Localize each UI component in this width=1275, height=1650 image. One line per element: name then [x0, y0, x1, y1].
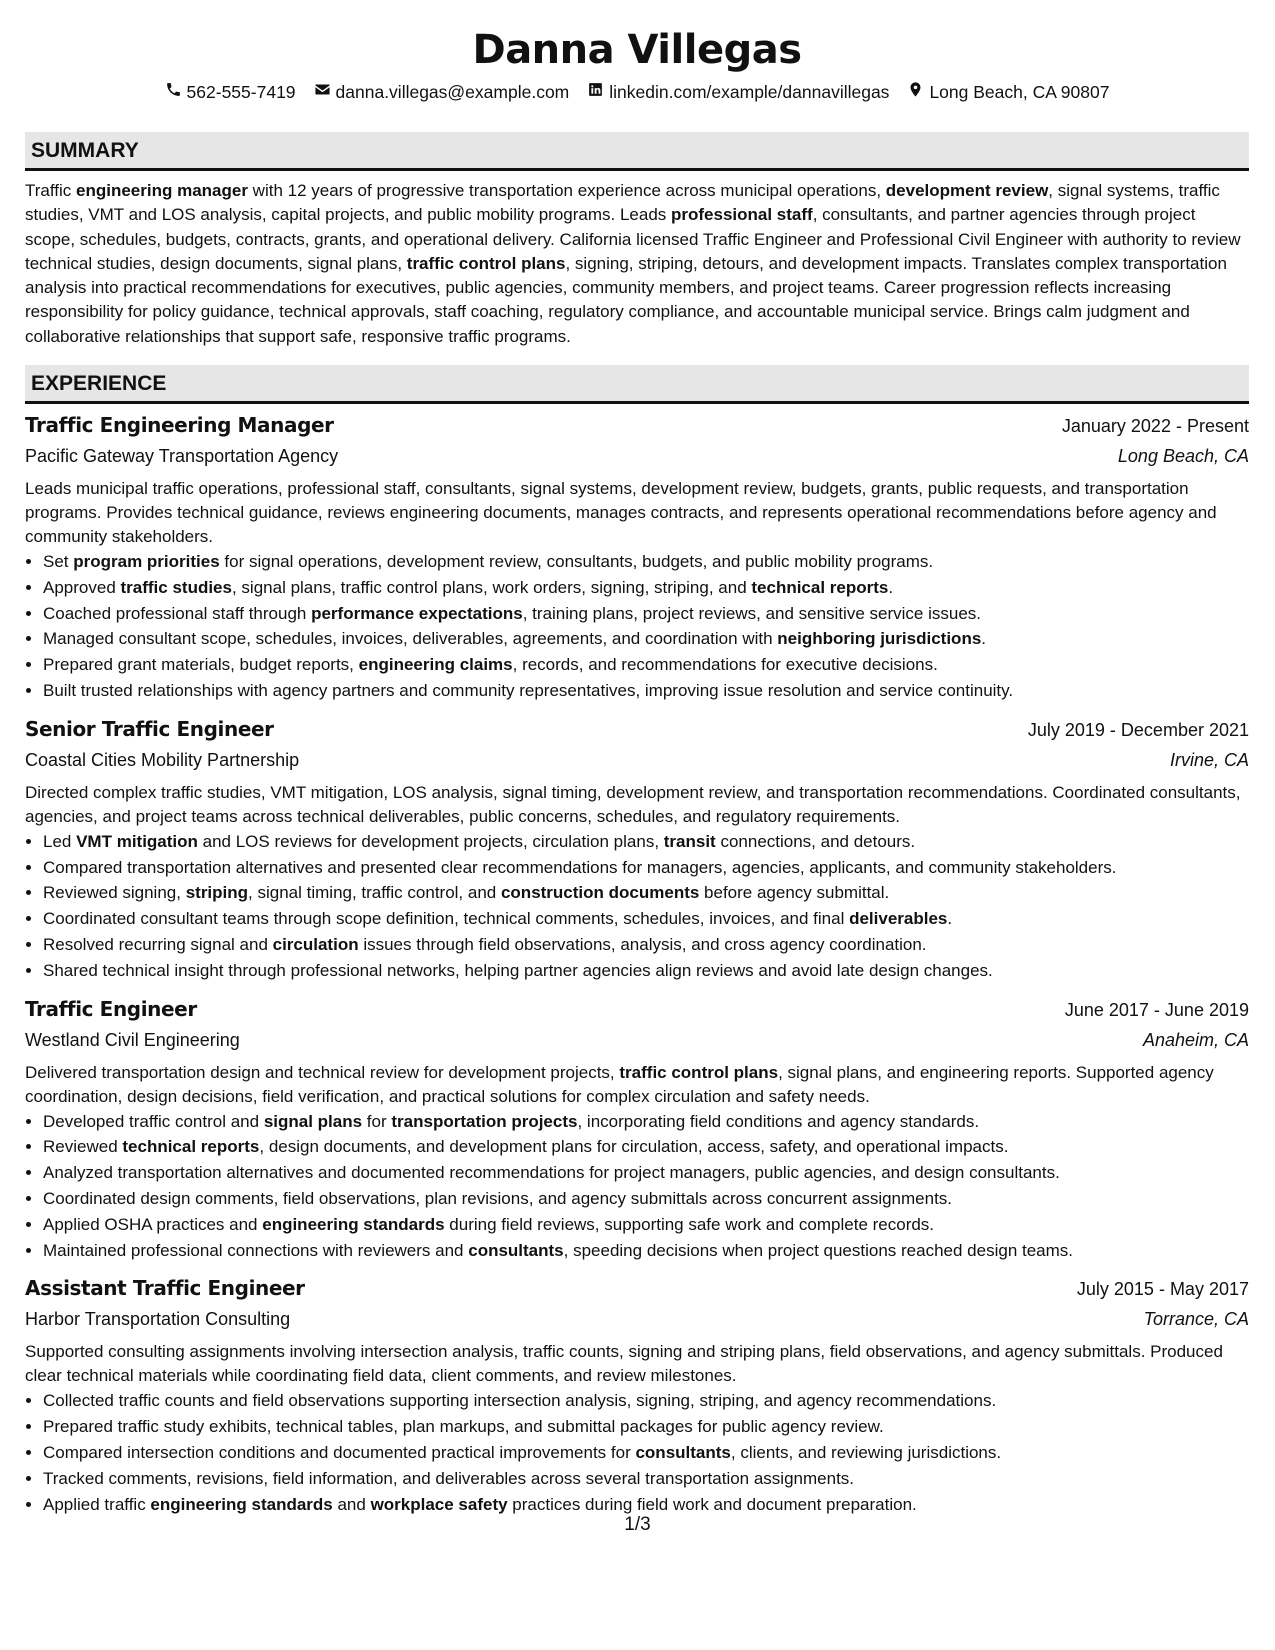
list-item: • Collected traffic counts and field observations supporting intersection analysis, signing, striping, and agency recommendations. [43, 1388, 1249, 1414]
job-title: Traffic Engineering Manager [25, 413, 334, 438]
list-item: • Shared technical insight through professional networks, helping partner agencies align reviews and avoid late design changes. [43, 958, 1249, 984]
list-item: • Prepared traffic study exhibits, technical tables, plan markups, and submittal packages for public agency review. [43, 1414, 1249, 1440]
list-item: • Applied traffic engineering standards and workplace safety practices during field work and document preparation. [43, 1492, 1249, 1518]
contact-location-text: Long Beach, CA 90807 [929, 82, 1110, 102]
list-item: • Reviewed signing, striping, signal timing, traffic control, and construction documents before agency submittal. [43, 880, 1249, 906]
list-item: • Maintained professional connections with reviewers and consultants, speeding decisions when project questions reached design teams. [43, 1238, 1249, 1264]
experience-list [25, 410, 1249, 1517]
contact-phone[interactable] [165, 80, 296, 104]
job-company: Pacific Gateway Transportation Agency [25, 446, 339, 467]
list-item: • Set program priorities for signal operations, development review, consultants, budgets, and public mobility programs. [43, 549, 1249, 575]
linkedin-icon [587, 80, 604, 104]
candidate-name: Danna Villegas [472, 27, 802, 73]
job-entry [25, 714, 1249, 984]
summary-heading: SUMMARY [25, 132, 1249, 171]
phone-icon [165, 80, 182, 104]
job-bullets [25, 1388, 1249, 1517]
list-item: • Analyzed transportation alternatives and documented recommendations for project managers, public agencies, and design consultants. [43, 1160, 1249, 1186]
job-bullets [25, 549, 1249, 704]
resume-page [25, 0, 1249, 1517]
list-item: • Approved traffic studies, signal plans, traffic control plans, work orders, signing, striping, and technical reports. [43, 575, 1249, 601]
job-bullets [25, 829, 1249, 984]
experience-heading: EXPERIENCE [25, 365, 1249, 404]
job-location: Anaheim, CA [1142, 1029, 1249, 1050]
job-dates: June 2017 - June 2019 [1064, 999, 1249, 1020]
list-item: • Reviewed technical reports, design documents, and development plans for circulation, access, safety, and operational impacts. [43, 1134, 1249, 1160]
job-description: Delivered transportation design and technical review for development projects, traffic control plans, signal plans, and engineering reports. Supported agency coordination, design decisions, field verification, and practical solutions for complex circulation and safety needs. [25, 1062, 1214, 1106]
job-dates: July 2019 - December 2021 [1027, 719, 1249, 740]
contact-bar [25, 80, 1249, 104]
job-entry [25, 994, 1249, 1264]
contact-email[interactable] [314, 80, 570, 104]
job-description: Directed complex traffic studies, VMT mitigation, LOS analysis, signal timing, development review, and transportation recommendations. Coordinated consultants, agencies, and project teams across technical deliverables, public concerns, schedules, and regulatory requirements. [25, 782, 1241, 826]
job-dates: July 2015 - May 2017 [1076, 1279, 1249, 1300]
contact-linkedin-text: linkedin.com/example/dannavillegas [609, 82, 890, 102]
list-item: • Developed traffic control and signal plans for transportation projects, incorporating field conditions and agency standards. [43, 1109, 1249, 1135]
list-item: • Compared transportation alternatives and presented clear recommendations for managers, agencies, applicants, and community stakeholders. [43, 855, 1249, 881]
job-entry [25, 410, 1249, 704]
job-company: Harbor Transportation Consulting [25, 1309, 291, 1330]
email-icon [314, 80, 331, 104]
contact-phone-text: 562-555-7419 [186, 82, 296, 102]
job-title: Assistant Traffic Engineer [25, 1276, 305, 1301]
list-item: • Coordinated design comments, field observations, plan revisions, and agency submittals across concurrent assignments. [43, 1186, 1249, 1212]
list-item: • Tracked comments, revisions, field information, and deliverables across several transportation assignments. [43, 1466, 1249, 1492]
job-dates: January 2022 - Present [1061, 416, 1249, 437]
page-indicator: 1/3 [624, 1514, 651, 1535]
contact-email-text: danna.villegas@example.com [335, 82, 570, 102]
list-item: • Led VMT mitigation and LOS reviews for development projects, circulation plans, transit connections, and detours. [43, 829, 1249, 855]
location-pin-icon [907, 80, 924, 104]
job-title: Traffic Engineer [25, 996, 197, 1021]
list-item: • Resolved recurring signal and circulation issues through field observations, analysis, and cross agency coordination. [43, 932, 1249, 958]
list-item: • Built trusted relationships with agency partners and community representatives, improving issue resolution and service continuity. [43, 678, 1249, 704]
contact-linkedin[interactable] [587, 80, 889, 104]
job-bullets [25, 1109, 1249, 1264]
list-item: • Compared intersection conditions and documented practical improvements for consultants, clients, and reviewing jurisdictions. [43, 1440, 1249, 1466]
list-item: • Coached professional staff through performance expectations, training plans, project reviews, and sensitive service issues. [43, 601, 1249, 627]
summary-text: Traffic engineering manager with 12 years of progressive transportation experience across municipal operations, development review, signal systems, traffic studies, VMT and LOS analysis, capital projects, and public mobility programs. Leads professional staff, consultants, and partner agencies through project scope, schedules, budgets, contracts, grants, and operational delivery. California licensed Traffic Engineer and Professional Civil Engineer with authority to review technical studies, design documents, signal plans, traffic control plans, signing, striping, detours, and development impacts. Translates complex transportation analysis into practical recommendations for executives, public agencies, community members, and project teams. Career progression reflects increasing responsibility for policy guidance, technical approvals, staff coaching, regulatory compliance, and accountable municipal service. Brings calm judgment and collaborative relationships that support safe, responsive traffic programs. [25, 181, 1241, 346]
list-item: • Applied OSHA practices and engineering standards during field reviews, supporting safe work and complete records. [43, 1212, 1249, 1238]
job-location: Irvine, CA [1169, 749, 1249, 770]
contact-location [907, 80, 1109, 104]
job-title: Senior Traffic Engineer [25, 716, 274, 741]
job-location: Torrance, CA [1143, 1309, 1249, 1330]
job-company: Coastal Cities Mobility Partnership [25, 749, 300, 770]
job-description: Supported consulting assignments involving intersection analysis, traffic counts, signing and striping plans, field observations, and agency submittals. Produced clear technical materials while coordinating field data, client comments, and review milestones. [25, 1342, 1223, 1386]
job-entry [25, 1273, 1249, 1517]
list-item: • Prepared grant materials, budget reports, engineering claims, records, and recommendations for executive decisions. [43, 652, 1249, 678]
list-item: • Managed consultant scope, schedules, invoices, deliverables, agreements, and coordination with neighboring jurisdictions. [43, 626, 1249, 652]
job-location: Long Beach, CA [1117, 446, 1249, 467]
job-company: Westland Civil Engineering [25, 1029, 240, 1050]
list-item: • Coordinated consultant teams through scope definition, technical comments, schedules, invoices, and final deliverables. [43, 906, 1249, 932]
job-description: Leads municipal traffic operations, professional staff, consultants, signal systems, development review, budgets, grants, public requests, and transportation programs. Provides technical guidance, reviews engineering documents, manages contracts, and represents operational recommendations before agency and community stakeholders. [25, 479, 1217, 547]
